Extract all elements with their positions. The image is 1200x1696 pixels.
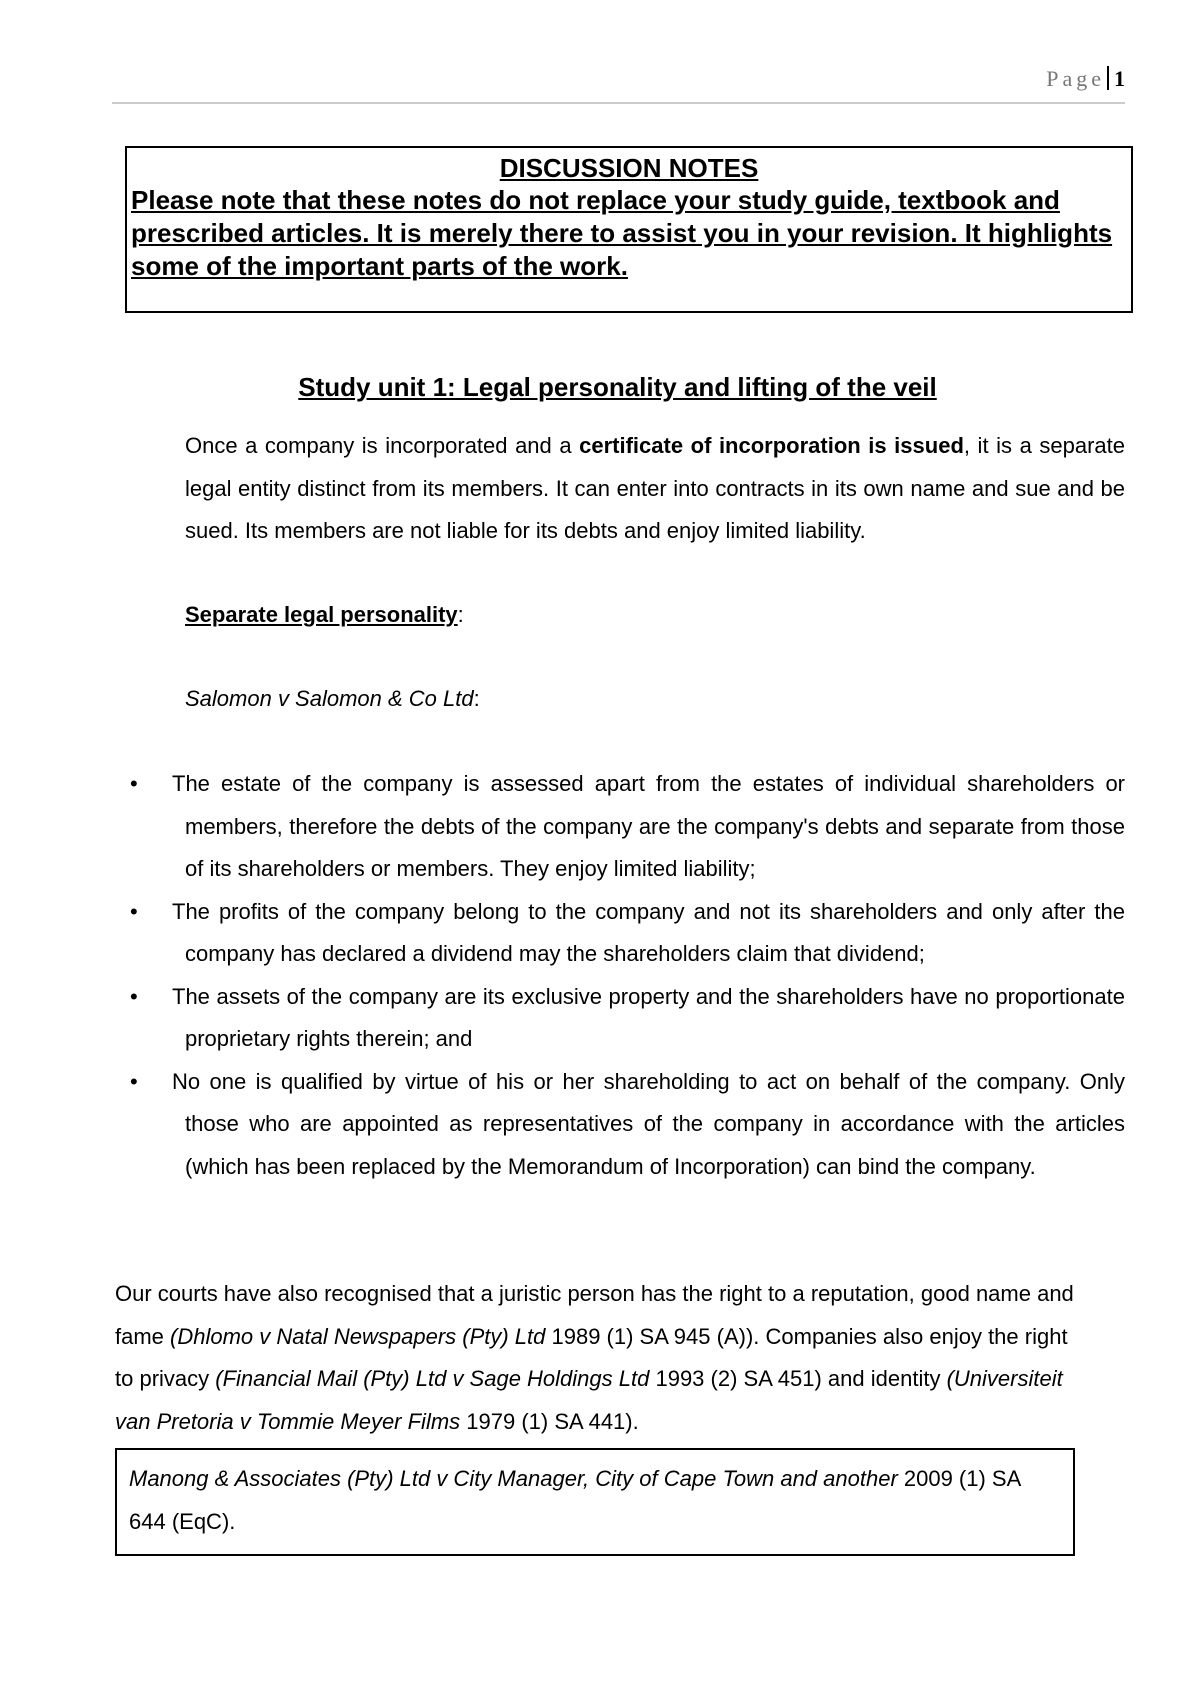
list-item bbox=[130, 763, 1125, 891]
list-item bbox=[130, 1061, 1125, 1189]
notice-title: DISCUSSION NOTES bbox=[499, 153, 759, 183]
citation: 1993 (2) SA 451 bbox=[649, 1366, 815, 1391]
intro-bold-text: certificate of incorporation is issued bbox=[579, 433, 964, 458]
case-name: (Universiteit van Pretoria v Tommie Meyer Films bbox=[115, 1366, 1063, 1434]
bullet-icon: • bbox=[130, 983, 138, 1009]
text: Our courts have also recognised that a juristic person has the right to a reputation, good name and fame bbox=[115, 1281, 1074, 1349]
case-line bbox=[185, 678, 480, 721]
notice-text: Please note that these notes do not replace your study guide, textbook and prescribed articles. It is merely there to assist you in your revision. It highlights some of the important parts of the work. bbox=[131, 185, 1113, 281]
courts-paragraph bbox=[115, 1273, 1075, 1443]
list-item-text: The estate of the company is assessed apart from the estates of individual shareholders or members, therefore the debts of the company are the company's debts and separate from those of its shareholders or members. They enjoy limited liability; bbox=[172, 771, 1125, 881]
citation: 2009 (1) SA 644 (EqC). bbox=[129, 1466, 1021, 1534]
bullet-icon: • bbox=[130, 898, 138, 924]
list-item-text: The assets of the company are its exclusive property and the shareholders have no proportionate proprietary rights therein; and bbox=[172, 983, 1125, 1051]
case-name: (Dhlomo v Natal Newspapers (Pty) Ltd bbox=[170, 1323, 546, 1349]
boxed-case-reference bbox=[115, 1448, 1075, 1556]
page-label: Page bbox=[1046, 66, 1105, 91]
citation: 1989 (1) SA 945 (A) bbox=[545, 1323, 746, 1349]
citation: 1979 (1) SA 441). bbox=[460, 1408, 639, 1434]
case-name: Manong & Associates (Pty) Ltd v City Manager, City of Cape Town and another bbox=[129, 1466, 898, 1491]
page-number-header bbox=[1046, 66, 1125, 92]
bullet-icon: • bbox=[130, 1068, 138, 1094]
bullet-icon: • bbox=[130, 771, 138, 796]
intro-text: Once a company is incorporated and a bbox=[185, 433, 580, 458]
discussion-notes-box bbox=[125, 146, 1133, 313]
case-name: Salomon v Salomon & Co Ltd bbox=[185, 686, 474, 711]
list-item-text: The profits of the company belong to the company and not its shareholders and only after the company has declared a dividend may the shareholders claim that dividend; bbox=[172, 898, 1125, 966]
subheading-line bbox=[185, 594, 464, 637]
case-colon: : bbox=[473, 686, 480, 711]
text: ) and identity bbox=[814, 1366, 947, 1391]
page-number: 1 bbox=[1114, 66, 1125, 91]
intro-paragraph bbox=[185, 425, 1125, 553]
list-item-text: No one is qualified by virtue of his or her shareholding to act on behalf of the company. Only those who are appointed as representatives of the company in accordance with the articles (which has been replaced by the Memorandum of Incorporation) can bind the company. bbox=[172, 1068, 1125, 1179]
salomon-principles-list bbox=[130, 763, 1125, 1188]
subheading-colon: : bbox=[457, 602, 464, 627]
list-item bbox=[130, 976, 1125, 1061]
text: ). Companies also enjoy the right to privacy bbox=[115, 1323, 1068, 1391]
separate-legal-personality-heading: Separate legal personality bbox=[185, 602, 458, 627]
case-name: (Financial Mail (Pty) Ltd v Sage Holdings Ltd bbox=[215, 1366, 650, 1391]
header-rule bbox=[112, 102, 1125, 104]
list-item bbox=[130, 891, 1125, 976]
intro-text-end: , it is a separate legal entity distinct from its members. It can enter into contracts in its own name and sue and be sued. Its members are not liable for its debts and enjoy limited liability. bbox=[185, 433, 1125, 543]
header-divider bbox=[1107, 66, 1109, 90]
study-unit-heading: Study unit 1: Legal personality and lifting of the veil bbox=[298, 372, 937, 402]
